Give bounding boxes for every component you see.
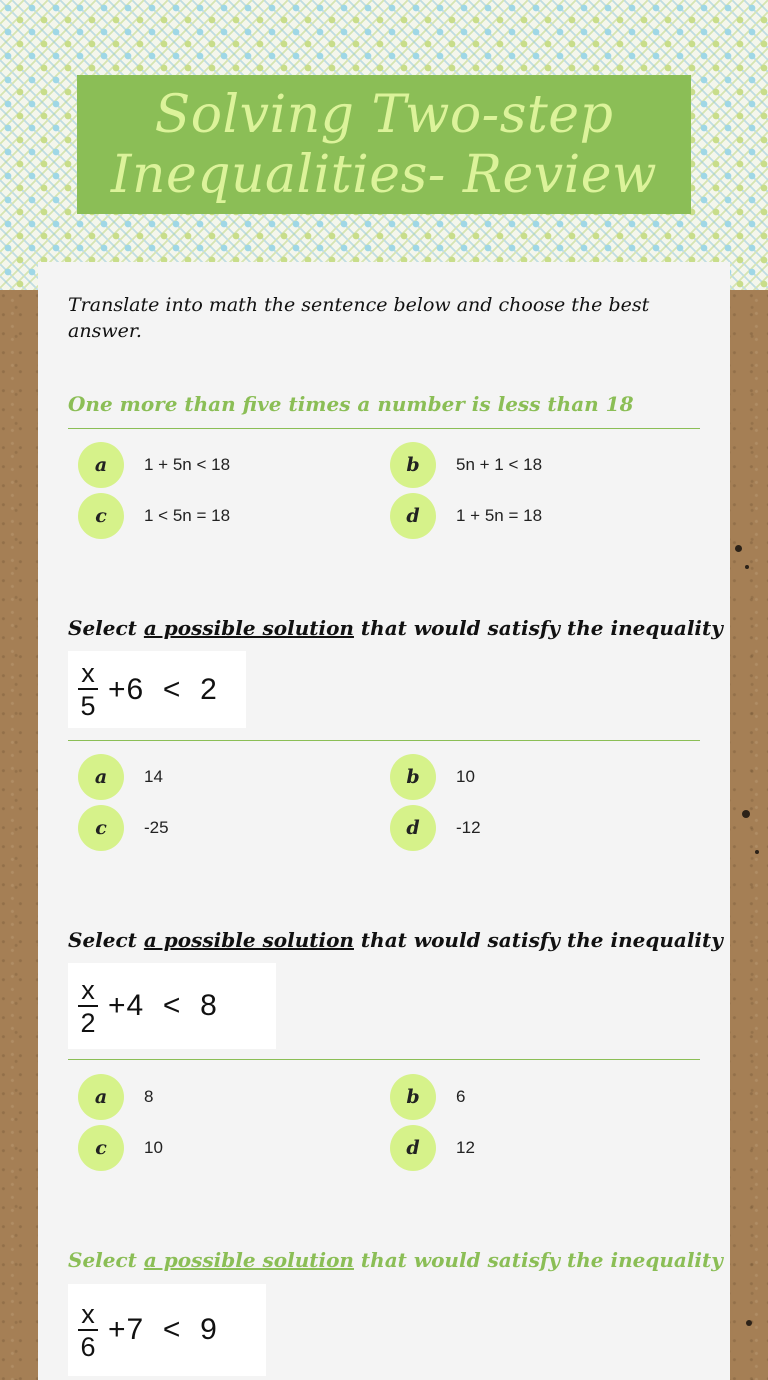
question-3-option-c[interactable] [78, 1125, 163, 1171]
option-letter-badge: b [390, 754, 436, 800]
question-1-option-d[interactable] [390, 493, 542, 539]
fraction-denominator: 6 [80, 1331, 96, 1362]
option-letter-badge: b [390, 442, 436, 488]
equation-fraction [78, 976, 98, 1037]
page-title-line2: Inequalities- Review [110, 144, 658, 205]
instructions-text: Translate into math the sentence below and choose the best answer. [68, 294, 650, 342]
texture-speck [742, 810, 750, 818]
question-3-title [68, 926, 723, 954]
fraction-bar [78, 688, 98, 690]
texture-speck [735, 545, 742, 552]
option-text: 1 + 5n = 18 [456, 506, 543, 525]
question-2-option-d[interactable] [390, 805, 481, 851]
option-text: 10 [144, 1138, 163, 1157]
option-text: 12 [456, 1138, 475, 1157]
question-1-option-c[interactable] [78, 493, 230, 539]
equation-rest: +4 < 8 [108, 989, 218, 1022]
title-suffix: that would satisfy the inequality [353, 1248, 723, 1272]
option-letter-badge: a [78, 442, 124, 488]
option-text: 10 [456, 767, 475, 786]
title-prefix: Select [68, 1248, 144, 1272]
question-4-title [68, 1246, 723, 1274]
option-text: 1 + 5n < 18 [144, 455, 231, 474]
title-emphasis: a possible solution [143, 1248, 354, 1272]
title-emphasis: a possible solution [143, 928, 354, 952]
option-text: 6 [456, 1087, 466, 1106]
question-3-option-d[interactable] [390, 1125, 475, 1171]
equation-rest: +6 < 2 [108, 672, 218, 706]
option-text: 14 [144, 767, 163, 786]
texture-speck [745, 565, 749, 569]
page-title [111, 85, 657, 205]
question-3-option-a[interactable] [78, 1074, 153, 1120]
worksheet-card [38, 262, 730, 1380]
fraction-numerator: x [81, 974, 95, 1005]
fraction-bar [78, 1005, 98, 1007]
option-letter-badge: a [78, 1074, 124, 1120]
question-2-divider [68, 740, 700, 741]
page-title-line1: Solving Two-step [154, 84, 614, 145]
option-letter-badge: b [390, 1074, 436, 1120]
question-2-equation [68, 651, 246, 728]
question-1-option-b[interactable] [390, 442, 542, 488]
option-text: 1 < 5n = 18 [144, 506, 231, 525]
question-2-option-b[interactable] [390, 754, 475, 800]
question-2-title [68, 614, 723, 642]
option-text: -25 [144, 818, 169, 837]
fraction-bar [78, 1329, 98, 1331]
title-prefix: Select [68, 616, 144, 640]
question-1-divider [68, 428, 700, 429]
option-letter-badge: d [390, 805, 436, 851]
equation-rest: +7 < 9 [108, 1313, 218, 1346]
option-letter-badge: c [78, 805, 124, 851]
option-letter-badge: d [390, 493, 436, 539]
option-text: 8 [144, 1087, 154, 1106]
question-2-option-a[interactable] [78, 754, 163, 800]
title-emphasis: a possible solution [143, 616, 354, 640]
title-banner [77, 75, 691, 214]
option-letter-badge: c [78, 493, 124, 539]
title-suffix: that would satisfy the inequality [353, 928, 723, 952]
texture-speck [746, 1320, 752, 1326]
question-1-option-a[interactable] [78, 442, 230, 488]
question-3-equation [68, 963, 276, 1049]
question-3-option-b[interactable] [390, 1074, 465, 1120]
question-2-option-c[interactable] [78, 805, 169, 851]
option-letter-badge: c [78, 1125, 124, 1171]
option-letter-badge: a [78, 754, 124, 800]
equation-fraction [78, 659, 98, 720]
texture-speck [755, 850, 759, 854]
title-suffix: that would satisfy the inequality [353, 616, 723, 640]
title-prefix: Select [68, 928, 144, 952]
option-letter-badge: d [390, 1125, 436, 1171]
equation-fraction [78, 1300, 98, 1361]
option-text: 5n + 1 < 18 [456, 455, 543, 474]
question-1-title: One more than five times a number is less than 18 [68, 392, 634, 416]
question-4-equation [68, 1284, 266, 1376]
option-text: -12 [456, 818, 481, 837]
fraction-numerator: x [81, 1298, 95, 1329]
question-3-divider [68, 1059, 700, 1060]
fraction-denominator: 2 [80, 1007, 96, 1038]
fraction-numerator: x [81, 658, 95, 688]
fraction-denominator: 5 [80, 691, 96, 721]
